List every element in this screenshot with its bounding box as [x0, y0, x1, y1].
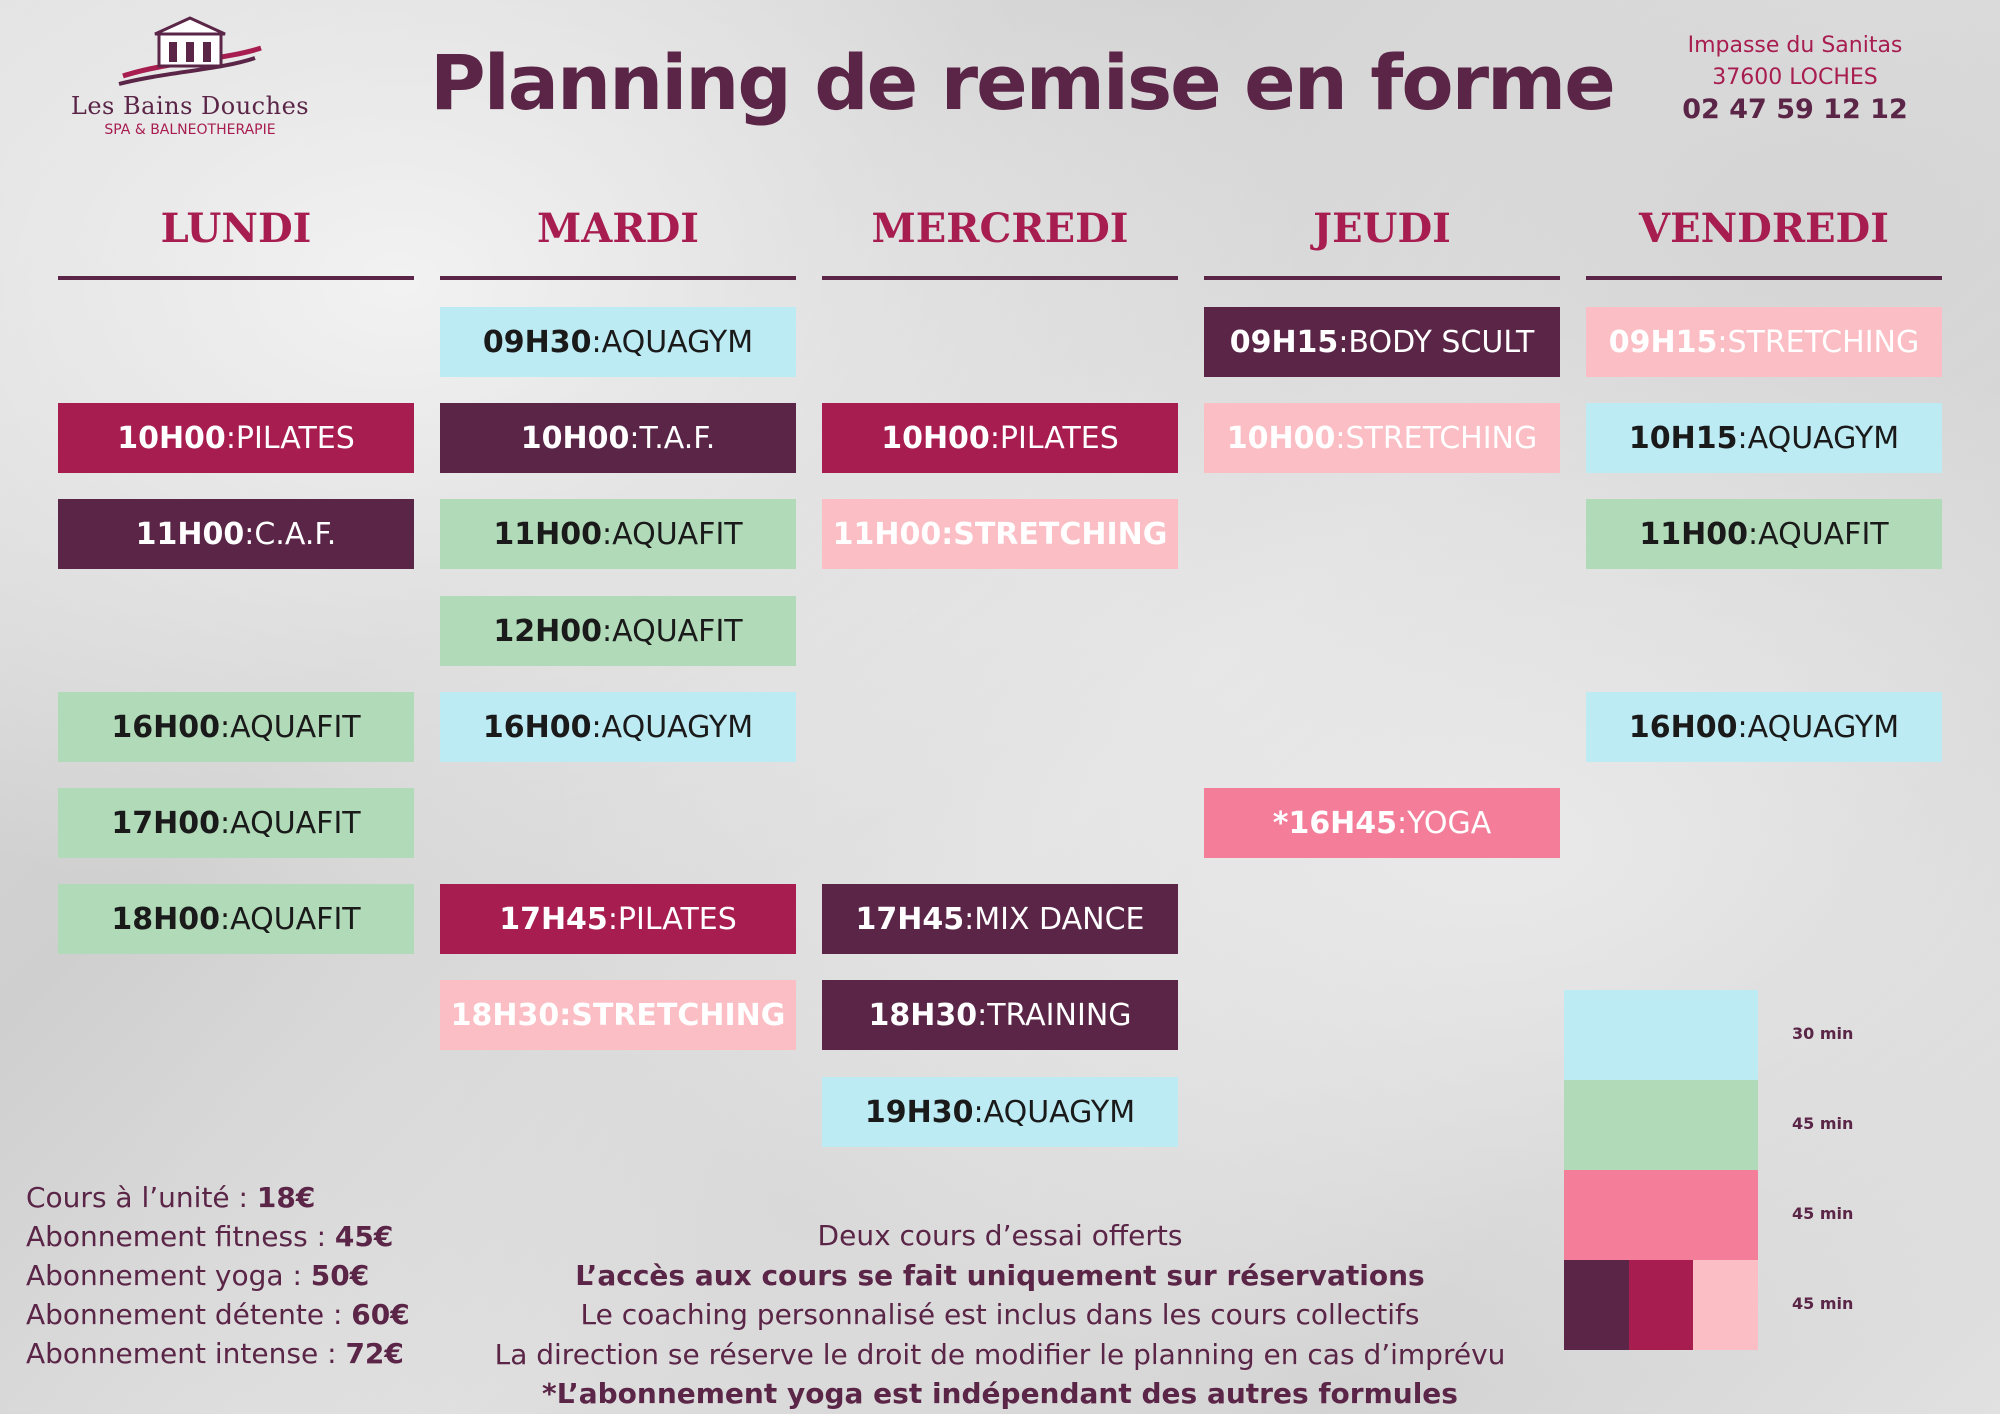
price-value: 45€ — [334, 1220, 394, 1253]
slot-activity: AQUAFIT — [612, 516, 743, 552]
slot-activity: C.A.F. — [254, 516, 337, 552]
legend-color-plum — [1564, 1260, 1629, 1350]
price-label: Cours à l’unité : — [26, 1181, 257, 1214]
slot-activity: AQUAGYM — [1747, 420, 1900, 456]
legend-color-pink — [1564, 1170, 1758, 1260]
class-slot[interactable] — [440, 307, 796, 377]
slot-separator: : — [559, 997, 572, 1033]
slot-time: 18H00 — [111, 901, 220, 937]
class-slot[interactable] — [1204, 788, 1560, 858]
legend-swatch — [1564, 990, 1758, 1080]
contact-city: 37600 LOCHES — [1712, 65, 1878, 90]
day-divider — [1204, 276, 1560, 280]
slot-activity: AQUAFIT — [230, 709, 361, 745]
slot-activity: AQUAFIT — [1758, 516, 1889, 552]
slot-activity: T.A.F. — [639, 420, 716, 456]
price-label: Abonnement détente : — [26, 1298, 352, 1331]
day-header-mardi: MARDI — [537, 205, 699, 252]
legend-swatch — [1564, 1260, 1758, 1350]
slot-separator: : — [629, 420, 640, 456]
day-header-lundi: LUNDI — [160, 205, 312, 252]
legend-color-green — [1564, 1080, 1758, 1170]
note-line: L’accès aux cours se fait uniquement sur réservations — [575, 1258, 1425, 1292]
slot-time: 11H00 — [832, 516, 942, 552]
slot-separator: : — [219, 901, 231, 937]
logo-subtitle: SPA & BALNEOTHERAPIE — [104, 122, 276, 138]
day-divider — [1586, 276, 1942, 280]
legend-label: 45 min — [1792, 1204, 1854, 1223]
slot-activity: STRETCHING — [1727, 324, 1920, 360]
slot-activity: BODY SCULT — [1348, 324, 1535, 360]
price-row — [26, 1295, 410, 1334]
slot-time: 09H30 — [482, 324, 592, 360]
slot-activity: AQUAFIT — [230, 805, 361, 841]
slot-separator: : — [225, 420, 236, 456]
slot-separator: : — [591, 324, 602, 360]
slot-time: 17H00 — [111, 805, 220, 841]
slot-separator: : — [1335, 420, 1346, 456]
slot-time: 18H30 — [450, 997, 560, 1033]
class-slot[interactable] — [440, 980, 796, 1050]
note-line: La direction se réserve le droit de modifier le planning en cas d’imprévu — [494, 1337, 1506, 1371]
slot-activity: AQUAGYM — [601, 324, 754, 360]
slot-time: 10H15 — [1628, 420, 1738, 456]
legend-label: 30 min — [1792, 1024, 1854, 1043]
note-line: *L’abonnement yoga est indépendant des autres formules — [542, 1377, 1458, 1410]
price-list — [26, 1178, 410, 1373]
price-row — [26, 1217, 410, 1256]
slot-separator: : — [601, 613, 613, 649]
contact-block — [1660, 30, 1930, 126]
price-value: 50€ — [310, 1259, 370, 1292]
class-slot[interactable] — [58, 499, 414, 569]
slot-time: 16H00 — [111, 709, 220, 745]
legend-color-cyan — [1564, 990, 1758, 1080]
slot-separator: : — [591, 709, 602, 745]
slot-separator: : — [607, 901, 618, 937]
legend-label: 45 min — [1792, 1294, 1854, 1313]
slot-time: 09H15 — [1608, 324, 1718, 360]
day-divider — [822, 276, 1178, 280]
logo-name: Les Bains Douches — [70, 92, 310, 120]
price-label: Abonnement intense : — [26, 1337, 346, 1370]
legend-color-cherry — [1629, 1260, 1694, 1350]
class-slot[interactable] — [440, 403, 796, 473]
price-value: 18€ — [256, 1181, 316, 1214]
slot-activity: PILATES — [999, 420, 1119, 456]
class-slot[interactable] — [58, 788, 414, 858]
legend-color-light — [1693, 1260, 1758, 1350]
slot-time: 18H30 — [868, 997, 978, 1033]
slot-activity: YOGA — [1407, 805, 1492, 841]
slot-activity: PILATES — [235, 420, 355, 456]
page-title: Planning de remise en forme — [430, 38, 1614, 127]
slot-activity: AQUAGYM — [983, 1094, 1136, 1130]
legend-swatch — [1564, 1080, 1758, 1170]
class-slot[interactable] — [1204, 403, 1560, 473]
slot-activity: AQUAGYM — [601, 709, 754, 745]
day-divider — [440, 276, 796, 280]
class-slot[interactable] — [822, 403, 1178, 473]
slot-time: 11H00 — [493, 516, 602, 552]
class-slot[interactable] — [58, 884, 414, 954]
price-label: Abonnement fitness : — [26, 1220, 335, 1253]
contact-phone: 02 47 59 12 12 — [1682, 94, 1908, 125]
class-slot[interactable] — [1586, 403, 1942, 473]
slot-separator: : — [1338, 324, 1349, 360]
class-slot[interactable] — [822, 884, 1178, 954]
price-row — [26, 1178, 410, 1217]
slot-time: 12H00 — [493, 613, 602, 649]
slot-time: 11H00 — [135, 516, 245, 552]
day-divider — [58, 276, 414, 280]
price-row — [26, 1334, 410, 1373]
class-slot[interactable] — [440, 884, 796, 954]
class-slot[interactable] — [440, 692, 796, 762]
slot-time: 16H00 — [482, 709, 592, 745]
slot-separator: : — [941, 516, 954, 552]
building-icon — [115, 14, 265, 90]
class-slot[interactable] — [58, 403, 414, 473]
slot-separator: : — [219, 805, 231, 841]
day-header-jeudi: JEUDI — [1313, 205, 1451, 252]
slot-time: 10H00 — [881, 420, 990, 456]
class-slot[interactable] — [822, 499, 1178, 569]
legend-label: 45 min — [1792, 1114, 1854, 1133]
class-slot[interactable] — [1586, 307, 1942, 377]
day-header-vendredi: VENDREDI — [1639, 205, 1889, 252]
slot-separator: : — [219, 709, 231, 745]
class-slot[interactable] — [58, 692, 414, 762]
info-notes — [480, 1216, 1520, 1414]
slot-time: 10H00 — [520, 420, 630, 456]
slot-separator: : — [1737, 420, 1748, 456]
class-slot[interactable] — [822, 980, 1178, 1050]
legend-swatch — [1564, 1170, 1758, 1260]
class-slot[interactable] — [440, 499, 796, 569]
slot-time: 19H30 — [864, 1094, 974, 1130]
note-line: Le coaching personnalisé est inclus dans les cours collectifs — [580, 1298, 1420, 1331]
slot-activity: STRETCHING — [953, 516, 1168, 552]
note-line: Deux cours d’essai offerts — [817, 1219, 1183, 1252]
class-slot[interactable] — [822, 1077, 1178, 1147]
slot-time: 10H00 — [1226, 420, 1336, 456]
slot-activity: TRAINING — [987, 997, 1132, 1033]
slot-separator: : — [1397, 805, 1408, 841]
slot-activity: MIX DANCE — [974, 901, 1145, 937]
slot-activity: AQUAFIT — [612, 613, 743, 649]
slot-activity: PILATES — [617, 901, 737, 937]
price-row — [26, 1256, 410, 1295]
slot-time: 16H00 — [1628, 709, 1738, 745]
slot-time: *16H45 — [1272, 805, 1398, 841]
slot-separator: : — [977, 997, 988, 1033]
slot-time: 11H00 — [1639, 516, 1748, 552]
class-slot[interactable] — [1204, 307, 1560, 377]
slot-separator: : — [989, 420, 1000, 456]
slot-time: 09H15 — [1229, 324, 1339, 360]
price-value: 72€ — [345, 1337, 404, 1370]
slot-activity: AQUAFIT — [230, 901, 361, 937]
slot-time: 10H00 — [117, 420, 226, 456]
price-value: 60€ — [351, 1298, 410, 1331]
day-header-mercredi: MERCREDI — [871, 205, 1129, 252]
slot-separator: : — [601, 516, 613, 552]
logo — [60, 14, 320, 154]
slot-activity: AQUAGYM — [1747, 709, 1900, 745]
slot-separator: : — [973, 1094, 984, 1130]
class-slot[interactable] — [440, 596, 796, 666]
slot-separator: : — [1717, 324, 1728, 360]
slot-separator: : — [244, 516, 255, 552]
slot-time: 17H45 — [499, 901, 608, 937]
class-slot[interactable] — [1586, 499, 1942, 569]
slot-activity: STRETCHING — [1345, 420, 1538, 456]
slot-time: 17H45 — [855, 901, 965, 937]
slot-separator: : — [964, 901, 975, 937]
contact-street: Impasse du Sanitas — [1687, 33, 1903, 58]
slot-separator: : — [1747, 516, 1759, 552]
slot-separator: : — [1737, 709, 1748, 745]
price-label: Abonnement yoga : — [26, 1259, 311, 1292]
class-slot[interactable] — [1586, 692, 1942, 762]
slot-activity: STRETCHING — [571, 997, 786, 1033]
